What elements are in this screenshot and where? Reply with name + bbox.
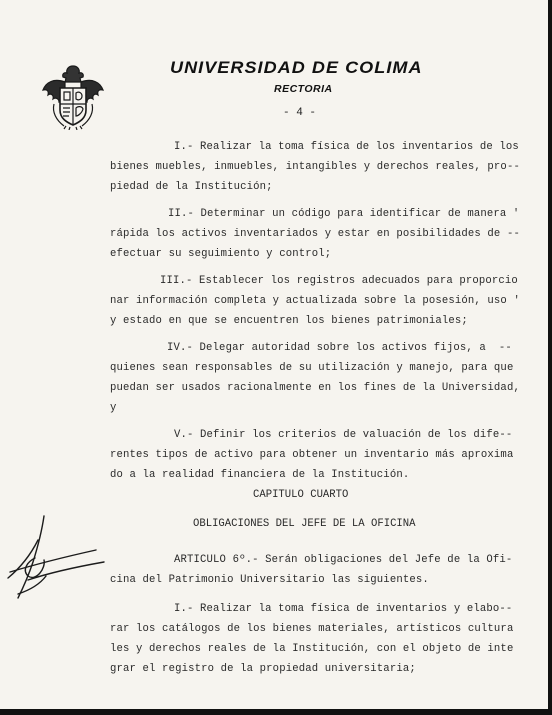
item-i-line-2: bienes muebles, inmuebles, intangibles y derechos reales, pro--	[110, 161, 520, 173]
item-iii-line-1: III.- Establecer los registros adecuados para proporcio	[160, 275, 518, 287]
article-line-1: ARTICULO 6º.- Serán obligaciones del Jefe de la Ofi-	[174, 554, 513, 566]
chapter-title: OBLIGACIONES DEL JEFE DE LA OFICINA	[193, 518, 416, 530]
item-iii-line-3: y estado en que se encuentren los bienes patrimoniales;	[110, 315, 468, 327]
scan-edge-bottom	[0, 709, 552, 715]
item-v-line-3: do a la realidad financiera de la Institución.	[110, 469, 410, 481]
university-name: UNIVERSIDAD DE COLIMA	[170, 58, 423, 77]
article-line-2: cina del Patrimonio Universitario las siguientes.	[110, 574, 429, 586]
handwritten-signature-icon	[0, 510, 110, 610]
item-v-line-1: V.- Definir los criterios de valuación de los dife--	[174, 429, 513, 441]
article-item-i-line-3: les y derechos reales de la Institución, con el objeto de inte	[110, 643, 514, 655]
article-item-i-line-2: rar los catálogos de los bienes materiales, artísticos cultura	[110, 623, 514, 635]
university-eagle-seal-icon	[40, 60, 106, 130]
chapter-heading: CAPITULO CUARTO	[253, 489, 349, 501]
item-i-line-1: I.- Realizar la toma física de los inventarios de los	[174, 141, 519, 153]
item-iv-line-2: quienes sean responsables de su utilización y manejo, para que	[110, 362, 514, 374]
item-ii-line-2: rápida los activos inventariados y estar en posibilidades de --	[110, 228, 520, 240]
item-iii-line-2: nar información completa y actualizada sobre la posesión, uso '	[110, 295, 520, 307]
scan-edge-right	[548, 0, 552, 715]
office-title: RECTORIA	[274, 83, 333, 95]
page-number: - 4 -	[283, 107, 317, 119]
item-i-line-3: piedad de la Institución;	[110, 181, 273, 193]
item-iv-line-4: y	[110, 402, 117, 414]
item-iv-line-1: IV.- Delegar autoridad sobre los activos fijos, a --	[167, 342, 512, 354]
item-ii-line-3: efectuar su seguimiento y control;	[110, 248, 332, 260]
item-ii-line-1: II.- Determinar un código para identificar de manera '	[168, 208, 520, 220]
article-item-i-line-1: I.- Realizar la toma física de inventarios y elabo--	[174, 603, 513, 615]
item-iv-line-3: puedan ser usados racionalmente en los fines de la Universidad,	[110, 382, 520, 394]
item-v-line-2: rentes tipos de activo para obtener un inventario más aproxima	[110, 449, 514, 461]
article-item-i-line-4: grar el registro de la propiedad universitaria;	[110, 663, 416, 675]
